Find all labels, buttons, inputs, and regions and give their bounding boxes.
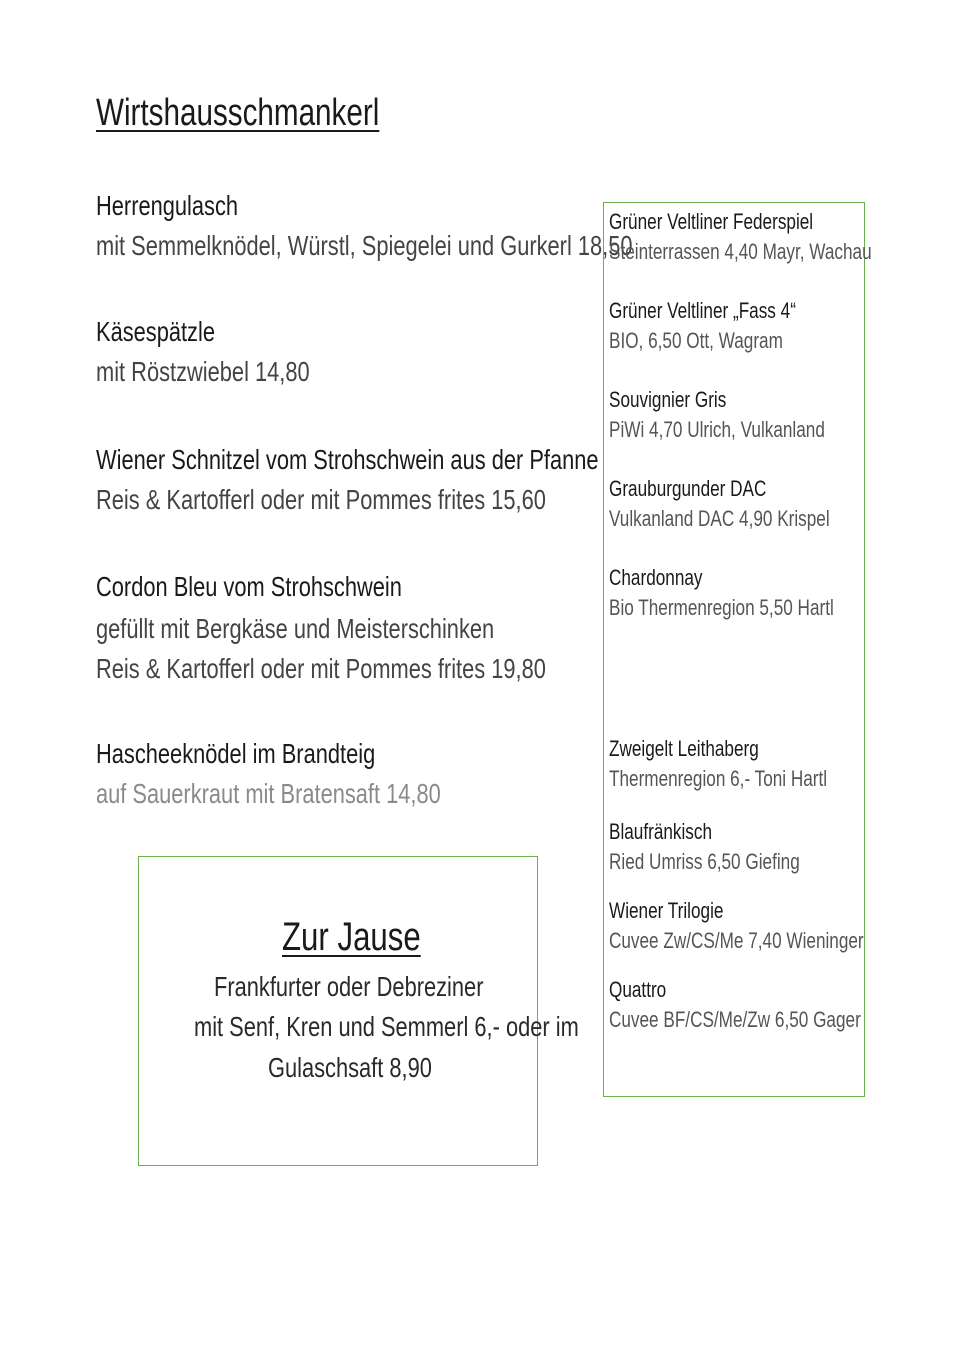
wine-item	[609, 896, 935, 956]
dish-description: Reis & Kartofferl oder mit Pommes frites 15,60	[96, 484, 546, 515]
wine-description: Thermenregion 6,- Toni Hartl	[609, 766, 828, 791]
dish-description: gefüllt mit Bergkäse und Meisterschinken	[96, 613, 495, 644]
wine-name: Quattro	[609, 977, 667, 1002]
dish-description: auf Sauerkraut mit Bratensaft 14,80	[96, 778, 441, 809]
dish-name: Wiener Schnitzel vom Strohschwein aus der Pfanne	[96, 444, 599, 475]
dish-description: mit Röstzwiebel 14,80	[96, 356, 310, 387]
wine-item	[609, 207, 946, 267]
wine-name: Grauburgunder DAC	[609, 476, 767, 501]
wine-description: BIO, 6,50 Ott, Wagram	[609, 328, 783, 353]
jause-box	[138, 856, 579, 1166]
wine-item	[609, 474, 892, 534]
wine-item	[609, 817, 854, 877]
wine-description: Cuvee BF/CS/Me/Zw 6,50 Gager	[609, 1007, 861, 1032]
wine-description: PiWi 4,70 Ulrich, Vulkanland	[609, 417, 825, 442]
wine-name: Blaufränkisch	[609, 819, 713, 844]
wine-list-box	[603, 202, 872, 1097]
wine-description: Steinterrassen 4,40 Mayr, Wachau	[609, 239, 872, 264]
wine-description: Vulkanland DAC 4,90 Krispel	[609, 506, 830, 531]
page-title: Wirtshausschmankerl	[96, 92, 380, 134]
dish-name: Herrengulasch	[96, 190, 239, 221]
dish-name: Cordon Bleu vom Strohschwein	[96, 571, 402, 602]
wine-name: Chardonnay	[609, 565, 703, 590]
dish-name: Hascheeknödel im Brandteig	[96, 738, 376, 769]
wine-item	[609, 734, 889, 794]
dish-kaesespaetzle	[96, 312, 370, 392]
wine-description: Cuvee Zw/CS/Me 7,40 Wieninger	[609, 928, 864, 953]
dish-name: Käsespätzle	[96, 316, 215, 347]
jause-line: Gulaschsaft 8,90	[268, 1052, 432, 1083]
wine-item	[609, 563, 897, 623]
wine-description: Bio Thermenregion 5,50 Hartl	[609, 595, 834, 620]
jause-line: mit Senf, Kren und Semmerl 6,- oder im	[194, 1011, 579, 1042]
wine-item	[609, 385, 886, 445]
dish-hascheeknoedel	[96, 734, 538, 814]
wine-item	[609, 975, 932, 1035]
dish-description: Reis & Kartofferl oder mit Pommes frites 19,80	[96, 653, 546, 684]
wine-name: Souvignier Gris	[609, 387, 727, 412]
wine-description: Ried Umriss 6,50 Giefing	[609, 849, 800, 874]
wine-name: Wiener Trilogie	[609, 898, 724, 923]
wine-name: Grüner Veltliner Federspiel	[609, 209, 814, 234]
wine-item	[609, 296, 849, 356]
dish-cordon-bleu	[96, 567, 673, 689]
dish-description: mit Semmelknödel, Würstl, Spiegelei und Gurkerl 18,50	[96, 230, 633, 261]
jause-line: Frankfurter oder Debreziner	[214, 971, 484, 1002]
wine-name: Zweigelt Leithaberg	[609, 736, 759, 761]
wine-name: Grüner Veltliner „Fass 4“	[609, 298, 796, 323]
jause-title: Zur Jause	[282, 915, 421, 959]
